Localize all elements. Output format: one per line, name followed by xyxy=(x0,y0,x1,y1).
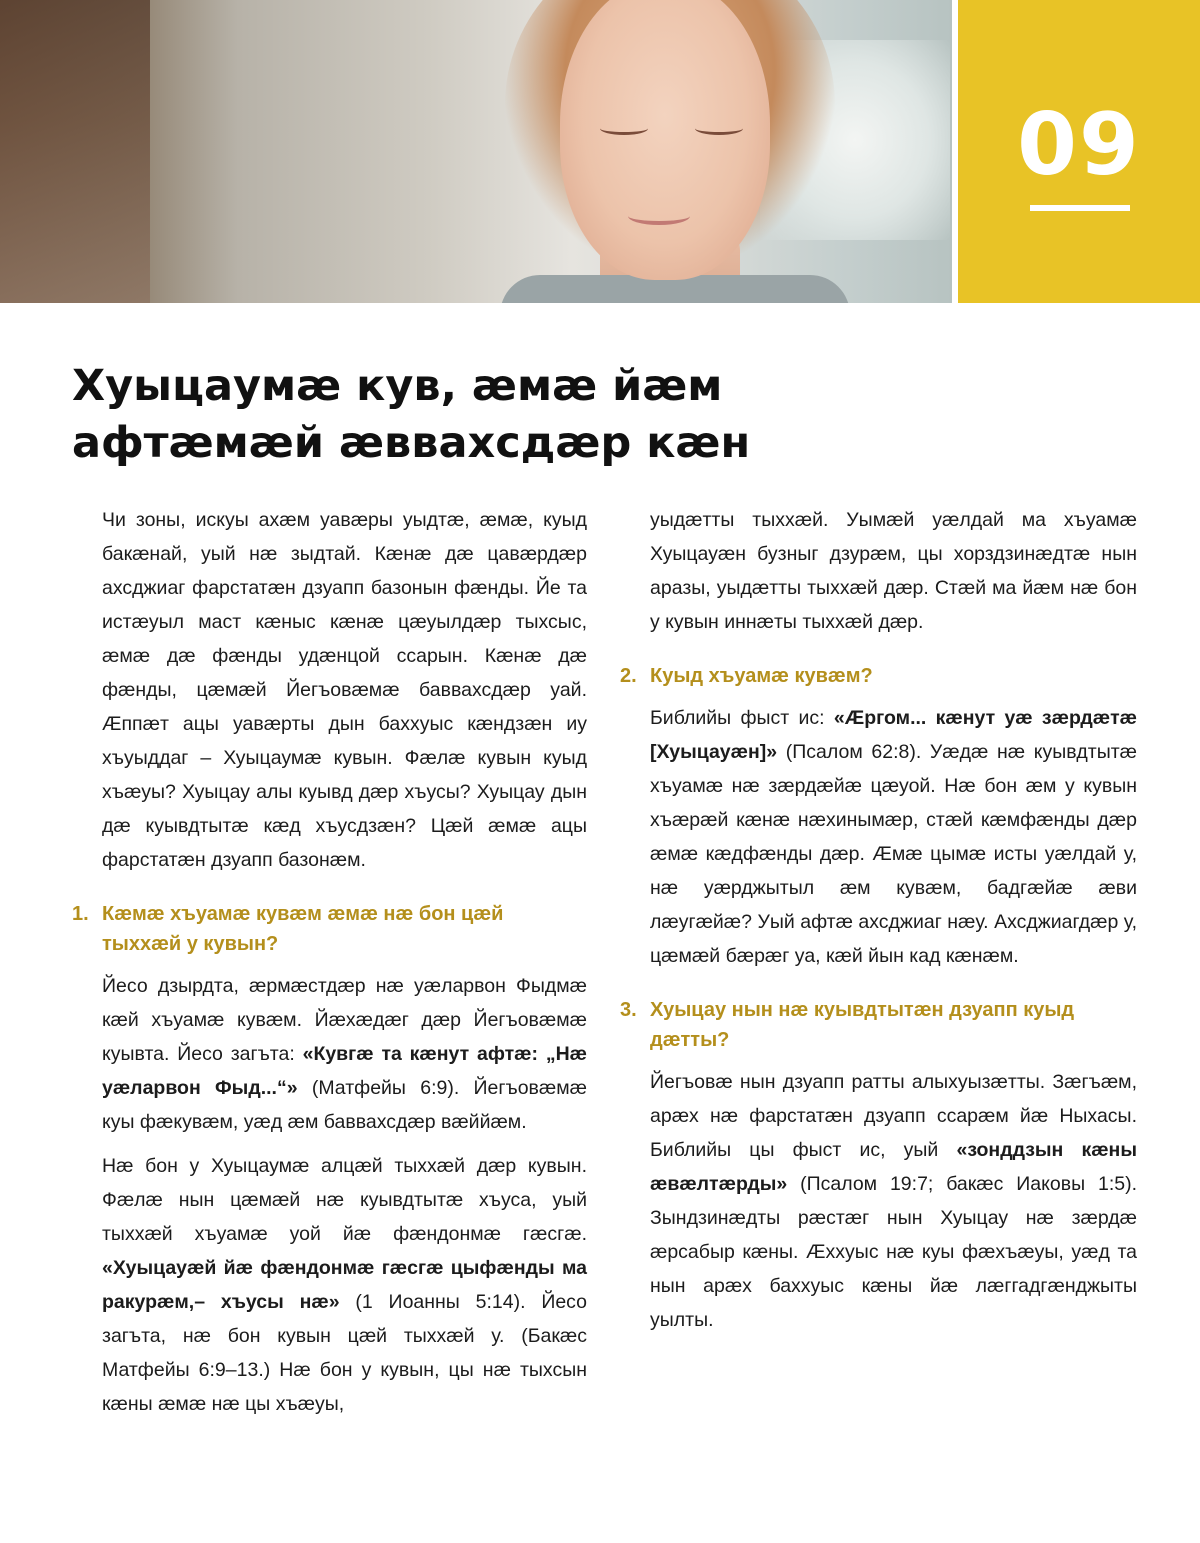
background-bookshelf xyxy=(0,0,150,303)
text-run: (Псалом 19:7; бакæс Иаковы 1:5). Зындзинæдты рæстæг нын Хуыцау нæ зæрдæ æрсабыр кæны. Æххуыс нæ куы фæхъæуы, уæд та нын арæх баххуыс кæны йæ лæггадгæнджыты уылты. xyxy=(650,1173,1137,1331)
scripture-quote: «Кувгæ та кæнут афтæ: „Нæ уæларвон Фыд...“» xyxy=(102,1043,587,1099)
text-run: Нæ бон у Хуыцаумæ алцæй тыххæй дæр кувын. Фæлæ нын цæмæй нæ куывдтытæ хъуса, уый тыххæй хъуамæ уой йæ фæндонмæ гæсгæ. xyxy=(102,1155,587,1245)
page-title-line1: Хуыцаумæ кув, æмæ йæм xyxy=(72,361,723,411)
section-3-question: Хуыцау нын нæ куывдтытæн дзуапп куыд дæтты? xyxy=(650,999,1075,1051)
text-run: (Матфейы 6:9). Йегъовæмæ куы фæкувæм, уæд æм баввахсдæр вæййæм. xyxy=(102,1077,587,1133)
text-run: (1 Иоанны 5:14). Йесо загъта, нæ бон кувын цæй тыххæй у. (Бакæс Матфейы 6:9–13.) Нæ бон у кувын, цы нæ тыхсын кæны æмæ нæ цы хъæуы, xyxy=(102,1291,587,1415)
page-title-line2: афтæмæй æвваxсдæр кæн xyxy=(72,418,751,468)
text-run: (Псалом 62:8). Уæдæ нæ куывдтытæ хъуамæ нæ зæрдæйæ цæуой. Нæ бон æм у кувын хъæрæй кæнæ нæхинымæр, стæй кæмфæнды дæр æмæ кæдфæнды дæр. Æмæ цымæ исты уæлдай у, нæ уæрджытыл æм кувæм, бадгæйæ æви лæугæйæ? Уый афтæ ахсджиаг нæу. Ахсджиагдæр у, цæмæй бæрæг уа, кæй йын кад кæнæм. xyxy=(650,741,1137,967)
scripture-quote: «Хуыцауæй йæ фæндонмæ гæсгæ цыфæнды ма ракурæм,– хъусы нæ» xyxy=(102,1257,587,1313)
text-run: Библийы фыст ис: xyxy=(650,707,834,729)
section-2-number: 2. xyxy=(620,665,637,687)
photo-left-eye xyxy=(600,122,648,135)
section-2-paragraph-1 xyxy=(650,701,1137,973)
chapter-underline xyxy=(1030,205,1130,211)
photo-smile xyxy=(628,207,690,225)
section-1-question: Кæмæ хъуамæ кувæм æмæ нæ бон цæй тыххæй у кувын? xyxy=(102,903,504,955)
text-run: Йесо дзырдта, æрмæстдæр нæ уæларвон Фыдмæ кæй хъуамæ кувæм. Йæхæдæг дæр Йегъовæмæ куывта. Йесо загъта: xyxy=(102,975,587,1065)
section-1-paragraph-2-continued: уыдæтты тыххæй. Уымæй уæлдай ма хъуамæ Хуыцауæн бузныг дзурæм, цы хорздзинæдтæ нын аразы, уыдæтты тыххæй дæр. Стæй ма йæм нæ бон у кувын иннæты тыххæй дæр. xyxy=(650,509,1137,633)
section-3-heading xyxy=(620,995,1137,1055)
section-2-heading xyxy=(620,661,1137,691)
section-3-number: 3. xyxy=(620,999,637,1021)
section-1-paragraph-2 xyxy=(102,1149,587,1421)
photo-face xyxy=(560,0,770,280)
page-title xyxy=(72,358,972,472)
left-column xyxy=(72,503,587,1431)
section-1-paragraph-1 xyxy=(102,969,587,1139)
section-1-heading xyxy=(72,899,587,959)
right-column xyxy=(620,503,1137,1347)
scripture-quote: «зонддзын кæны æвæлтæрды» xyxy=(650,1139,1137,1195)
chapter-badge xyxy=(958,0,1200,303)
hero-photo xyxy=(0,0,952,303)
chapter-number: 09 xyxy=(1017,95,1141,195)
photo-right-eye xyxy=(695,122,743,135)
scripture-quote: «Æргом... кæнут уæ зæрдæтæ [Хуыцауæн]» xyxy=(650,707,1137,763)
section-1-number: 1. xyxy=(72,903,89,925)
intro-paragraph: Чи зоны, искуы ахæм уавæры уыдтæ, æмæ, куыд бакæнай, уый нæ зыдтай. Кæнæ дæ цавæрдæр ахсджиаг фарстатæн дзуапп базонын фæнды. Йе та истæуыл маст кæныс кæнæ цæуылдæр тыхсыс, æмæ дæ фæнды удæнцой ссарын. Кæнæ дæ фæнды, цæмæй Йегъовæмæ баввахсдæр уай. Æппæт ацы уавæрты дын баххуыс кæндзæн иу хъуыддаг – Хуыцаумæ кувын. Фæлæ кувын куыд хъæуы? Хуыцау алы куывд дæр хъусы? Хуыцау дын дæ куывдтытæ кæд хъусдзæн? Цæй æмæ ацы фарстатæн дзуапп базонæм. xyxy=(102,509,587,871)
text-run: Йегъовæ нын дзуапп ратты алыхуызæтты. Зæгъæм, арæх нæ фарстатæн дзуапп ссарæм йæ Ныхасы. Библийы цы фыст ис, уый xyxy=(650,1071,1137,1161)
section-2-question: Куыд хъуамæ кувæм? xyxy=(650,665,873,687)
section-3-paragraph-1 xyxy=(650,1065,1137,1337)
